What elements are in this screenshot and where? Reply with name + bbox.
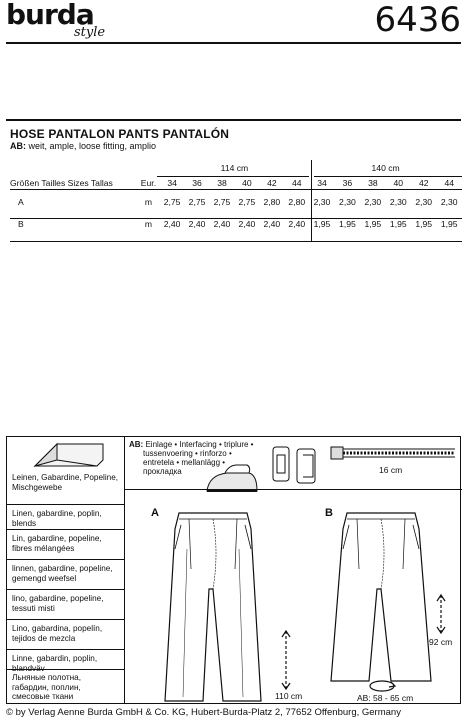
fabric-sv: Linne, gabardin, poplin, (12, 654, 98, 663)
panel-divider (124, 437, 125, 703)
fabric-it: lino, gabardine, popeline, tessuti misti (12, 594, 104, 613)
view-b-letter: B (325, 507, 333, 519)
value-cell: 2,30 (415, 196, 433, 207)
row-label: A (18, 196, 24, 207)
value-cell: 2,40 (163, 219, 181, 229)
yardage-table (10, 160, 462, 235)
hook-and-bar-icon (269, 443, 329, 489)
value-cell: 2,30 (364, 196, 382, 207)
unit-header: Eur. (140, 178, 157, 188)
fabric-divider (7, 649, 124, 650)
size-cell: 38 (217, 178, 227, 188)
value-cell: 2,80 (263, 196, 281, 207)
fabric-divider (7, 529, 124, 530)
subtitle (10, 141, 156, 151)
table-line (10, 241, 462, 242)
notions-line: Einlage • Interfacing • triplure • (145, 440, 254, 449)
size-cell: 42 (418, 178, 429, 188)
page-title: HOSE PANTALON PANTS PANTALÓN (10, 127, 230, 141)
value-cell: 2,80 (288, 196, 306, 207)
notions-line: tussenvoering • rinforzo • (143, 449, 232, 458)
notions-line: прокладка (143, 467, 182, 476)
value-cell: 2,40 (213, 219, 231, 229)
zipper-icon (329, 441, 459, 463)
copyright-footer: © by Verlag Aenne Burda GmbH & Co. KG, Hubert-Burda-Platz 2, 77652 Offenburg, Germany (6, 707, 401, 718)
row-unit: m (144, 196, 153, 207)
fabric-swatch-icon (27, 440, 107, 474)
view-b-length: 92 cm (429, 637, 453, 647)
value-cell: 2,30 (389, 196, 407, 207)
illustration-panel (6, 436, 461, 704)
size-cell: 34 (167, 178, 177, 188)
size-cell: 44 (444, 178, 454, 188)
value-cell: 2,40 (238, 219, 256, 229)
width-group-140: 140 cm (371, 163, 400, 173)
view-a-length: 110 cm (275, 691, 303, 701)
fabric-ru: Льняные полотна, габардин, поплин, смесовые ткани (12, 673, 81, 702)
size-header-label: Größen Tailles Sizes Tallas (10, 178, 113, 188)
brand-name: burda (6, 0, 94, 31)
fabric-divider (7, 589, 124, 590)
fabric-en: Linen, gabardine, poplin, blends (12, 509, 102, 528)
value-cell: 2,75 (163, 196, 181, 207)
value-cell: 1,95 (339, 219, 356, 229)
table-row (10, 190, 462, 213)
value-cell: 1,95 (389, 219, 407, 229)
size-cell: 36 (342, 178, 353, 188)
value-cell: 2,40 (288, 219, 306, 229)
table-line (314, 176, 462, 177)
length-arrow-b-icon (435, 593, 447, 635)
fabric-divider (7, 619, 124, 620)
pattern-number: 6436 (374, 0, 461, 40)
fabric-de: Leinen, Gabardine, Popeline, Mischgewebe (12, 473, 119, 492)
notions-prefix: AB: (129, 440, 144, 449)
table-divider (311, 160, 312, 242)
fabric-divider (7, 669, 124, 670)
table-line (157, 176, 309, 177)
fabric-fr: Lin, gabardine, popeline, fibres mélangées (12, 534, 102, 553)
value-cell: 2,75 (188, 196, 206, 207)
size-cell: 40 (242, 178, 252, 188)
header-rule (6, 42, 461, 44)
notions-rule (124, 489, 462, 490)
fabric-divider (7, 559, 124, 560)
value-cell: 1,95 (313, 219, 331, 229)
size-cell: 40 (393, 178, 404, 188)
table-line (10, 218, 462, 219)
fabric-es: Lino, gabardina, popelín, tejidos de mezcla (12, 624, 103, 643)
length-arrow-a-icon (280, 629, 292, 691)
hem-width-label: AB: 58 - 65 cm (357, 693, 414, 703)
size-cell: 44 (292, 178, 302, 188)
table-row (10, 213, 462, 235)
fabric-divider (7, 504, 124, 505)
row-label: B (18, 219, 24, 229)
row-unit: m (144, 219, 153, 229)
size-cell: 34 (317, 178, 327, 188)
value-cell: 1,95 (364, 219, 382, 229)
pants-view-b-drawing (329, 509, 439, 685)
zipper-length: 16 cm (379, 465, 403, 475)
view-a-letter: A (151, 507, 159, 519)
size-cell: 36 (192, 178, 202, 188)
value-cell: 2,75 (213, 196, 231, 207)
value-cell: 2,30 (440, 196, 458, 207)
notions-line: entretela • mellanlägg • (143, 458, 226, 467)
size-cell: 42 (267, 178, 277, 188)
value-cell: 2,40 (263, 219, 281, 229)
subtitle-text: weit, ample, loose fitting, amplio (26, 141, 157, 151)
subtitle-prefix: AB: (10, 141, 26, 151)
hem-width-icon (367, 679, 397, 693)
table-line (10, 189, 462, 190)
brand-sub: style (74, 25, 106, 40)
size-cell: 38 (368, 178, 378, 188)
value-cell: 2,75 (238, 196, 256, 207)
value-cell: 2,30 (339, 196, 356, 207)
value-cell: 2,30 (313, 196, 331, 207)
width-group-114: 114 cm (220, 163, 249, 173)
value-cell: 2,40 (188, 219, 206, 229)
burda-logo (6, 0, 106, 40)
value-cell: 1,95 (415, 219, 433, 229)
pants-view-a-drawing (161, 509, 271, 705)
title-rule (6, 119, 461, 121)
fabric-nl: linnen, gabardine, popeline, gemengd weefsel (12, 564, 113, 583)
value-cell: 1,95 (440, 219, 458, 229)
